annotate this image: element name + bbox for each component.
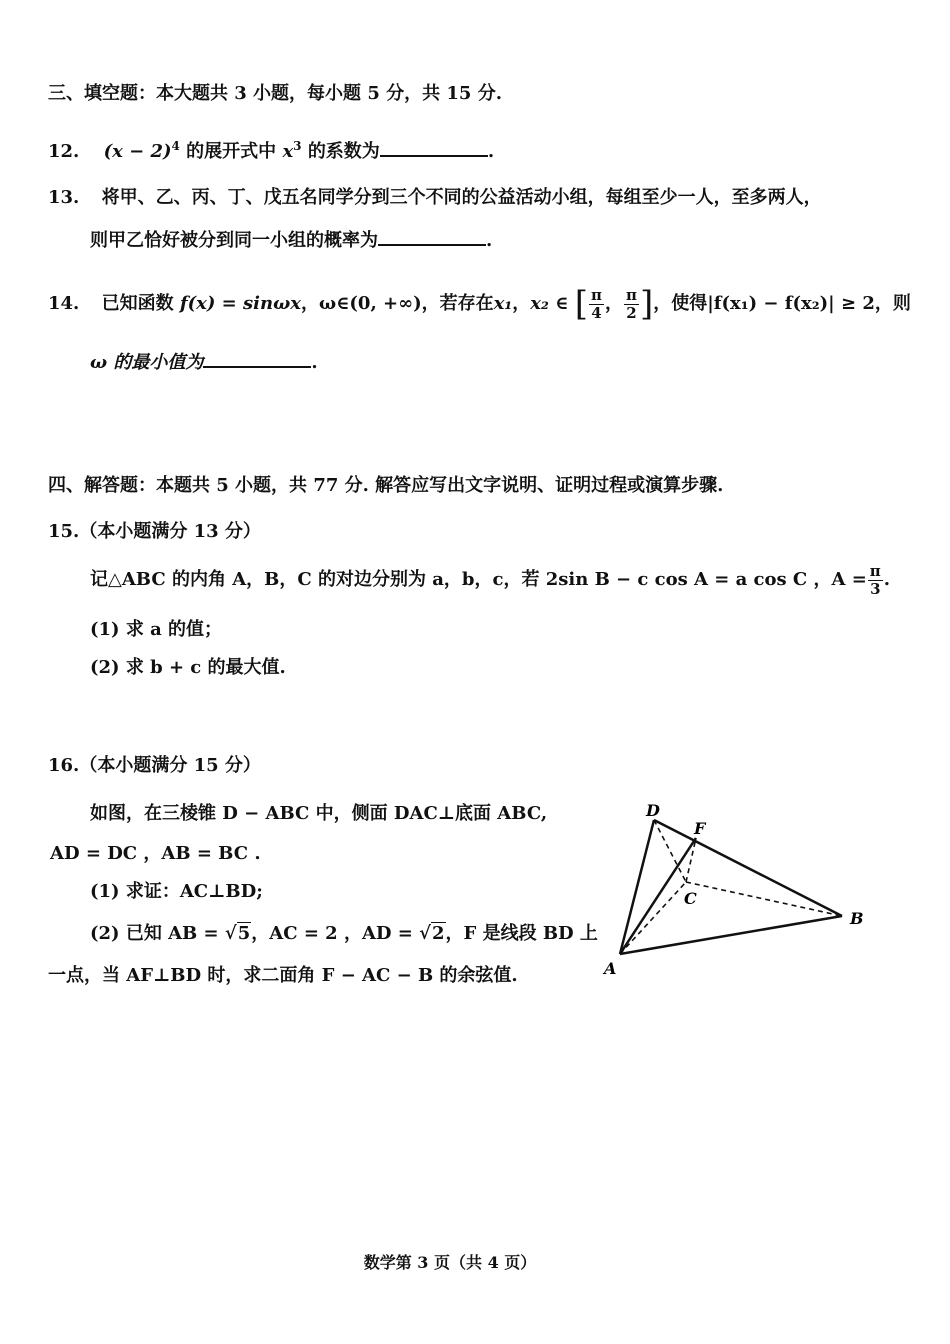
edge-CB — [686, 882, 842, 916]
q15-end: . — [883, 569, 891, 590]
label-B: B — [850, 909, 864, 928]
tetrahedron-figure — [598, 796, 878, 986]
q15-frac-pi-3 — [868, 561, 883, 598]
q14-left-bracket: [ — [574, 284, 588, 324]
q12-number: 12. — [48, 141, 80, 162]
q16-line2: AD = DC ，AB = BC . — [50, 843, 261, 864]
question-14-line2 — [90, 348, 318, 375]
q15-stem-text: 记△ABC 的内角 A，B，C 的对边分别为 a，b，c，若 2sin B − c cos A = a cos C ，A = — [90, 569, 867, 590]
question-13 — [48, 186, 822, 210]
q16-l4b: ，AC = 2 ，AD = — [251, 923, 413, 944]
q15-stem — [90, 560, 890, 600]
q14-frac2-den: 2 — [626, 303, 637, 322]
q12-text2: 的系数为 — [307, 141, 380, 162]
edge-AB — [620, 916, 842, 954]
q14-number: 14. — [48, 293, 80, 314]
question-14 — [48, 284, 911, 324]
page-footer: 数学第 3 页（共 4 页） — [363, 1253, 537, 1272]
edge-DB — [654, 820, 842, 916]
q16-sqrt2: 2 — [432, 923, 445, 944]
q14-frac1-den: 4 — [591, 303, 602, 322]
label-D: D — [646, 801, 660, 820]
q14-x2: x₂ ∈ — [530, 293, 569, 314]
q15-part2: (2) 求 b + c 的最大值. — [90, 657, 286, 678]
label-F: F — [694, 819, 706, 838]
q16-line1: 如图，在三棱锥 D − ABC 中，侧面 DAC⊥底面 ABC, — [90, 803, 548, 824]
q15-title: 15.（本小题满分 13 分） — [48, 521, 261, 542]
q15-frac-num: π — [869, 561, 881, 580]
q14-comma: ， — [512, 293, 531, 314]
q14-end: . — [311, 352, 318, 373]
q14-right-bracket: ] — [639, 284, 654, 324]
question-13-line2 — [90, 226, 492, 253]
section4-heading: 四、解答题：本题共 5 小题，共 77 分. 解答应写出文字说明、证明过程或演算步骤. — [48, 475, 724, 496]
q14-p2: ，ω∈(0, +∞)，若存在 — [300, 293, 494, 314]
q16-line3: (1) 求证：AC⊥BD; — [90, 881, 263, 902]
q14-line2: ω 的最小值为 — [90, 352, 204, 373]
q16-sqrt5: 5 — [237, 923, 251, 944]
q16-title: 16.（本小题满分 15 分） — [48, 755, 261, 776]
q14-x1: x₁ — [493, 293, 513, 314]
q14-p1: 已知函数 — [101, 293, 174, 314]
q12-x: x — [282, 141, 294, 162]
q13-line2: 则甲乙恰好被分到同一小组的概率为 — [90, 230, 378, 251]
edge-DA — [620, 820, 654, 954]
q14-frac-pi-2 — [624, 285, 639, 322]
q12-text: 的展开式中 — [186, 141, 277, 162]
q13-answer-blank[interactable] — [378, 226, 486, 246]
section3-heading: 三、填空题：本大题共 3 小题，每小题 5 分，共 15 分. — [48, 83, 502, 104]
q12-expression: (x − 2) — [103, 141, 172, 162]
q14-p3: ，使得|f(x₁) − f(x₂)| ≥ 2，则 — [653, 293, 911, 314]
q15-part1: (1) 求 a 的值； — [90, 619, 223, 640]
q12-answer-blank[interactable] — [380, 137, 488, 157]
q12-exponent: 4 — [171, 139, 180, 153]
q15-frac-den: 3 — [870, 579, 881, 598]
q14-function: f(x) = sinωx — [179, 293, 301, 314]
q16-l4c: ，F 是线段 BD 上 — [445, 923, 598, 944]
q13-line1: 将甲、乙、丙、丁、戊五名同学分到三个不同的公益活动小组，每组至少一人，至多两人， — [101, 187, 822, 208]
q16-l4a: (2) 已知 AB = — [90, 923, 219, 944]
q14-frac1-num: π — [590, 285, 602, 304]
q16-line5: 一点，当 AF⊥BD 时，求二面角 F − AC − B 的余弦值. — [48, 965, 518, 986]
question-12 — [48, 134, 494, 164]
q16-line4: (2) 已知 AB = √5，AC = 2 ，AD = √2，F 是线段 BD 上 — [90, 923, 598, 944]
q13-number: 13. — [48, 187, 80, 208]
q12-end: . — [487, 141, 495, 162]
q14-sep: ， — [604, 293, 623, 314]
label-C: C — [684, 889, 697, 908]
label-A: A — [604, 959, 617, 978]
q14-frac-pi-4 — [589, 285, 604, 322]
q14-answer-blank[interactable] — [203, 348, 311, 368]
q14-frac2-num: π — [625, 285, 637, 304]
q12-x-exponent: 3 — [293, 139, 302, 153]
q13-end: . — [486, 230, 493, 251]
